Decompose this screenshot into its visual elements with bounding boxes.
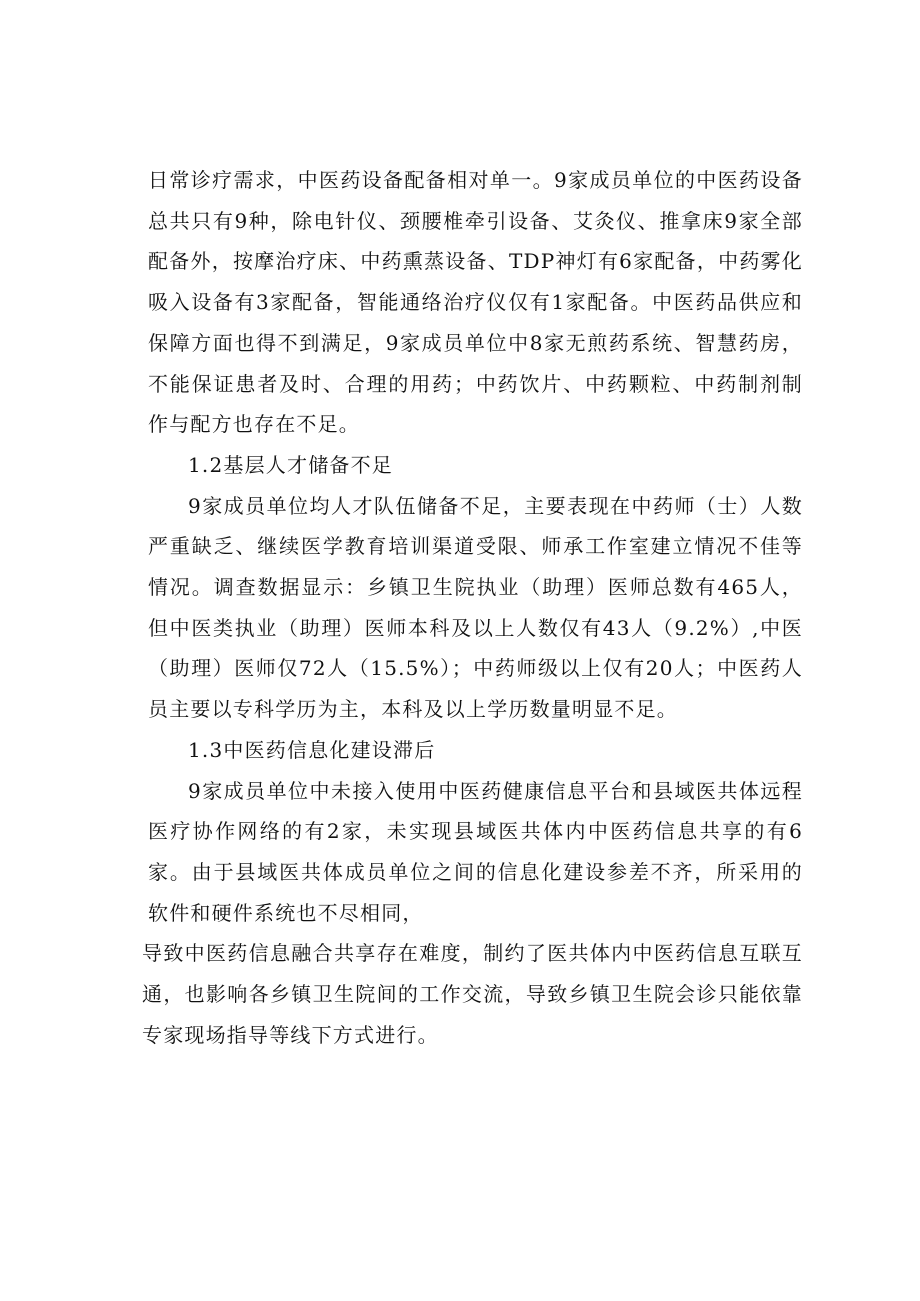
paragraph-equipment-shortage: 日常诊疗需求，中医药设备配备相对单一。9家成员单位的中医药设备总共只有9种，除电针仪、颈腰椎牵引设备、艾灸仪、推拿床9家全部配备外，按摩治疗床、中药熏蒸设备、TDP神灯有6家配备，中药雾化吸入设备有3家配备，智能通络治疗仪仅有1家配备。中医药品供应和保障方面也得不到满足，9家成员单位中8家无煎药系统、智慧药房，不能保证患者及时、合理的用药；中药饮片、中药颗粒、中药制剂制作与配方也存在不足。 bbox=[148, 168, 803, 437]
paragraph-talent-reserve: 9家成员单位均人才队伍储备不足，主要表现在中药师（士）人数严重缺乏、继续医学教育培训渠道受限、师承工作室建立情况不佳等情况。调查数据显示：乡镇卫生院执业（助理）医师总数有465人，但中医类执业（助理）医师本科及以上人数仅有43人（9.2%）,中医（助理）医师仅72人（15.5%）；中药师级以上仅有20人；中医药人员主要以专科学历为主，本科及以上学历数量明显不足。 bbox=[148, 493, 803, 722]
section-heading-talent-reserve: 1.2基层人才储备不足 bbox=[188, 452, 394, 477]
document-body bbox=[142, 160, 803, 1055]
paragraph-informatization: 9家成员单位中未接入使用中医药健康信息平台和县域医共体远程医疗协作网络的有2家，未实现县域医共体内中医药信息共享的有6家。由于县域医共体成员单位之间的信息化建设参差不齐，所采用的软件和硬件系统也不尽相同， bbox=[148, 778, 803, 925]
section-heading-informatization: 1.3中医药信息化建设滞后 bbox=[188, 737, 436, 762]
paragraph-information-sharing: 导致中医药信息融合共享存在难度，制约了医共体内中医药信息互联互通，也影响各乡镇卫生院间的工作交流，导致乡镇卫生院会诊只能依靠专家现场指导等线下方式进行。 bbox=[142, 941, 803, 1047]
